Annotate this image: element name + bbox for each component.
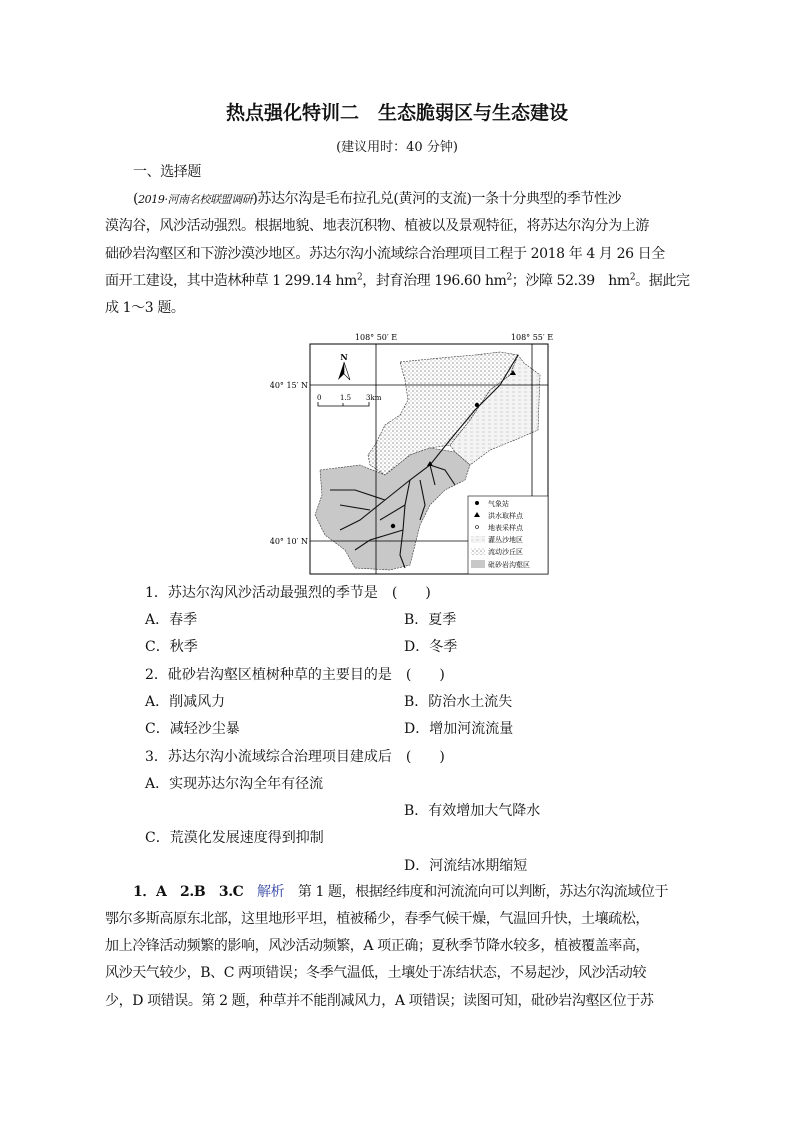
page-title: 热点强化特训二 生态脆弱区与生态建设 (225, 102, 568, 124)
weather-station-marker (475, 403, 479, 407)
lon-label-2: 108° 55′ E (510, 333, 554, 342)
section-heading: 一、选择题 (133, 164, 201, 180)
lat-label-2: 40° 10′ N (269, 537, 308, 546)
q3-option-c[interactable]: C．荒漠化发展速度得到抑制 (145, 830, 324, 846)
weather-station-marker (391, 524, 395, 528)
map-legend (468, 496, 548, 574)
q2-option-c[interactable]: C．减轻沙尘暴 (145, 721, 240, 737)
question-3-stem: 3．苏达尔沟小流域综合治理项目建成后 ( ) (145, 749, 445, 765)
intro-line-4: 面开工建设，其中造林种草 1 299.14 $hm^2$，封育治理 196.60 $hm^2$；沙障 52.39 $hm^2$。据此完 (105, 272, 690, 289)
q1-option-a[interactable]: A．春季 (145, 612, 198, 628)
intro-line-2: 漠沟谷，风沙活动强烈。根据地貌、地表沉积物、植被以及景观特征，将苏达尔沟分为上游 (105, 218, 649, 234)
intro-line-1: (2019·河南名校联盟调研)苏达尔沟是毛布拉孔兑(黄河的支流)一条十分典型的季节性沙 (133, 191, 622, 207)
svg-text:洪水取样点: 洪水取样点 (488, 512, 523, 520)
question-2-stem: 2．砒砂岩沟壑区植树种草的主要目的是 ( ) (145, 667, 445, 683)
svg-text:灌丛沙地区: 灌丛沙地区 (488, 536, 523, 544)
question-1-stem: 1．苏达尔沟风沙活动最强烈的季节是 ( ) (145, 585, 431, 601)
q2-option-a[interactable]: A．削减风力 (145, 694, 226, 710)
q3-option-d[interactable]: D．河流结冰期缩短 (404, 858, 528, 874)
q1-option-c[interactable]: C．秋季 (145, 639, 198, 655)
answer-line-1: 1．A 2.B 3.C 解析 第 1 题，根据经纬度和河流流向可以判断，苏达尔沟流域位于 (133, 884, 669, 900)
svg-text:地表采样点: 地表采样点 (488, 524, 523, 532)
q2-option-d[interactable]: D．增加河流流量 (404, 721, 514, 737)
answer-line-2: 鄂尔多斯高原东北部，这里地形平坦，植被稀少，春季气候干燥，气温回升快，土壤疏松， (105, 911, 649, 927)
q1-option-d[interactable]: D．冬季 (404, 639, 458, 655)
analysis-label: 解析 (257, 884, 285, 900)
suggested-time: (建议用时：40 分钟) (336, 140, 458, 155)
source-note: 2019·河南名校联盟调研 (138, 193, 253, 206)
intro-line-3: 础砂岩沟壑区和下游沙漠沙地区。苏达尔沟小流域综合治理项目工程于 2018 年 4 月 26 日全 (105, 246, 665, 262)
svg-text:流动沙丘区: 流动沙丘区 (488, 548, 523, 556)
q2-option-b[interactable]: B．防治水土流失 (404, 694, 513, 710)
svg-text:0: 0 (317, 394, 322, 402)
intro-line-5: 成 1～3 题。 (105, 300, 185, 316)
answer-keys: 1．A 2.B 3.C (133, 884, 244, 900)
q1-option-b[interactable]: B．夏季 (404, 612, 457, 628)
q3-option-a[interactable]: A．实现苏达尔沟全年有径流 (145, 776, 324, 792)
answer-line-5: 少，D 项错误。第 2 题，种草并不能削减风力，A 项错误；读图可知，砒砂岩沟壑区位于苏 (105, 993, 654, 1009)
q3-option-b[interactable]: B．有效增加大气降水 (404, 803, 541, 819)
svg-text:砒砂岩沟壑区: 砒砂岩沟壑区 (488, 561, 530, 569)
watershed-map (260, 330, 560, 580)
svg-text:1.5: 1.5 (340, 394, 352, 402)
lon-label-1: 108° 50′ E (354, 333, 398, 342)
svg-text:3km: 3km (366, 394, 382, 402)
answer-line-4: 风沙天气较少，B、C 两项错误；冬季气温低，土壤处于冻结状态，不易起沙，风沙活动较 (105, 965, 647, 981)
svg-text:N: N (340, 352, 348, 362)
lat-label-1: 40° 15′ N (269, 381, 308, 390)
answer-line-3: 加上冷锋活动频繁的影响，风沙活动频繁，A 项正确；夏秋季节降水较多，植被覆盖率高， (105, 938, 650, 954)
svg-text:气象站: 气象站 (488, 500, 509, 508)
